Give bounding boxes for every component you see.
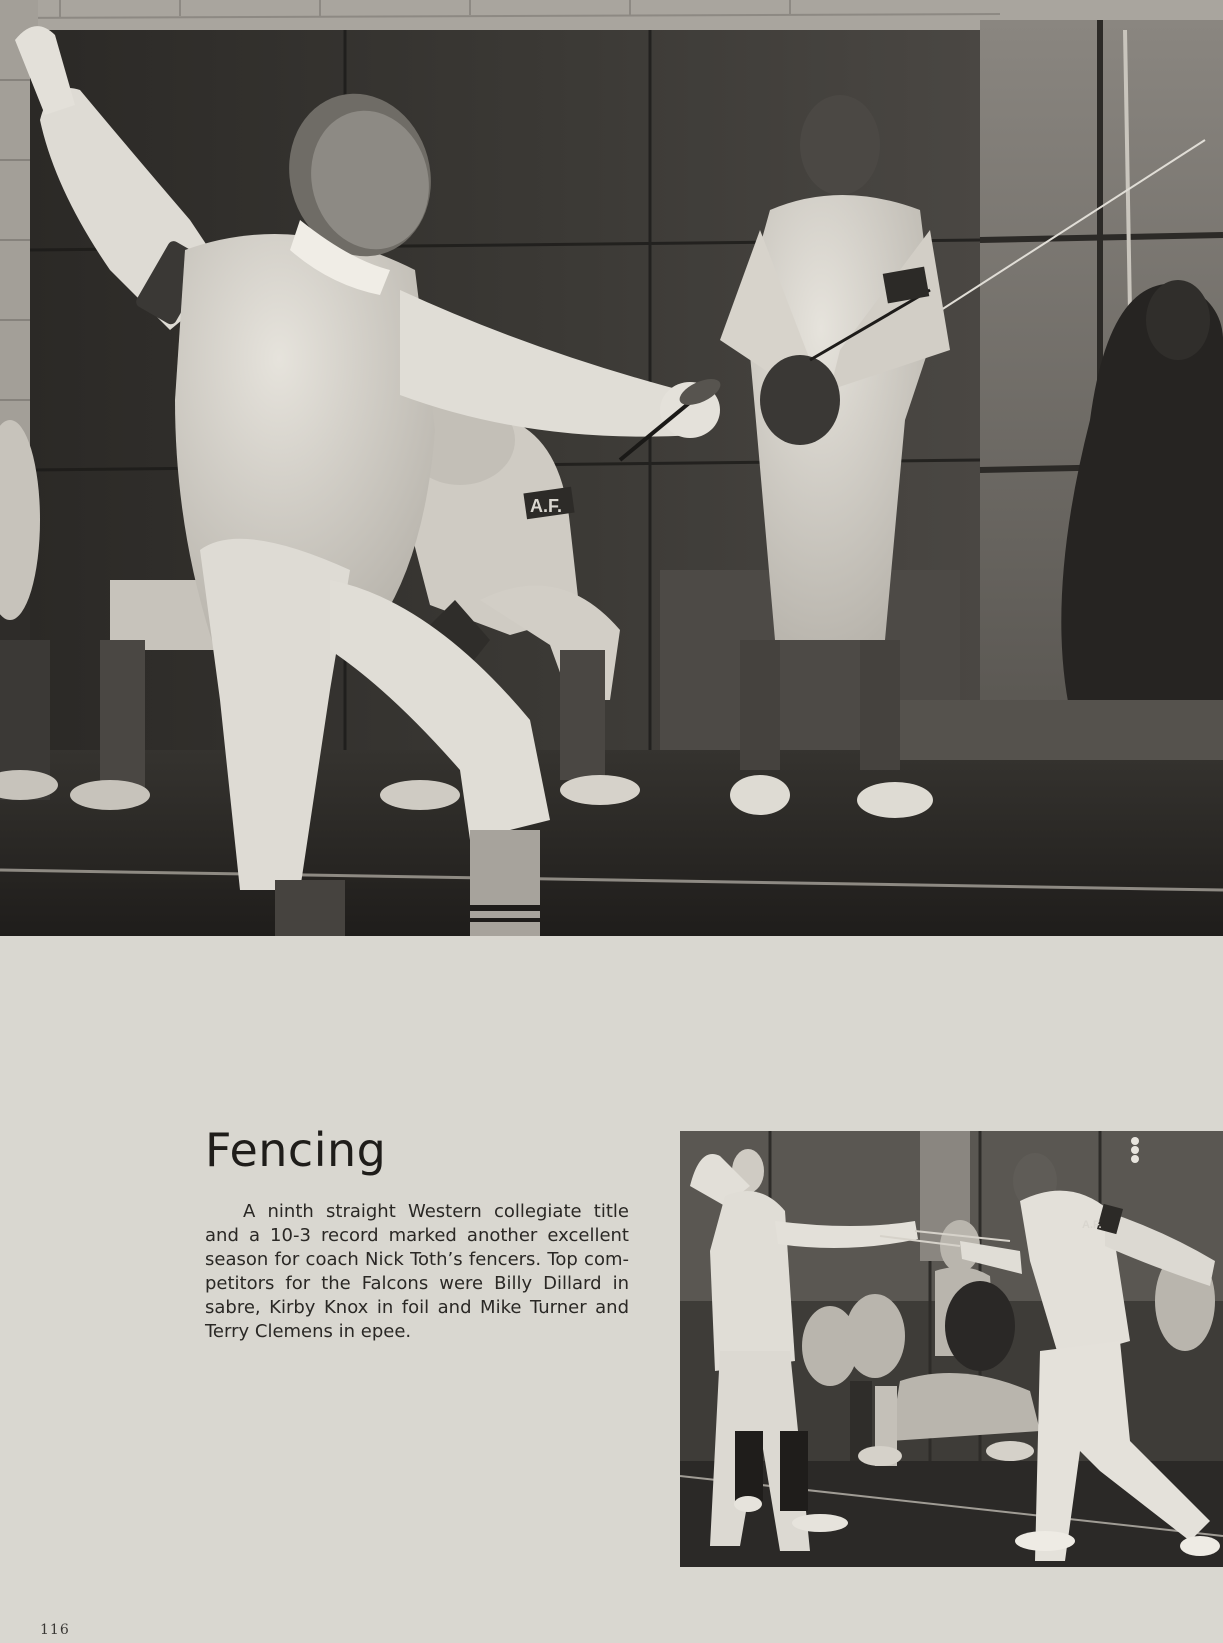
page-number: 116 — [40, 1622, 70, 1638]
article-headline: Fencing — [205, 1123, 387, 1177]
inset-armband-label: A.F. — [1082, 1219, 1102, 1231]
fencing-bout-illustration — [680, 1131, 1223, 1567]
fencing-bout-photo — [680, 1131, 1223, 1567]
article-body: A ninth straight Western collegiate title and a 10-3 record marked another excellent season for coach Nick Toth’s fencers. Top competitors for the Falcons were Billy Dillard in sabre, Kirby Knox in foil and Mike Turner and Terry Clemens in epee. — [205, 1201, 629, 1342]
armband-label: A.F. — [530, 496, 563, 516]
